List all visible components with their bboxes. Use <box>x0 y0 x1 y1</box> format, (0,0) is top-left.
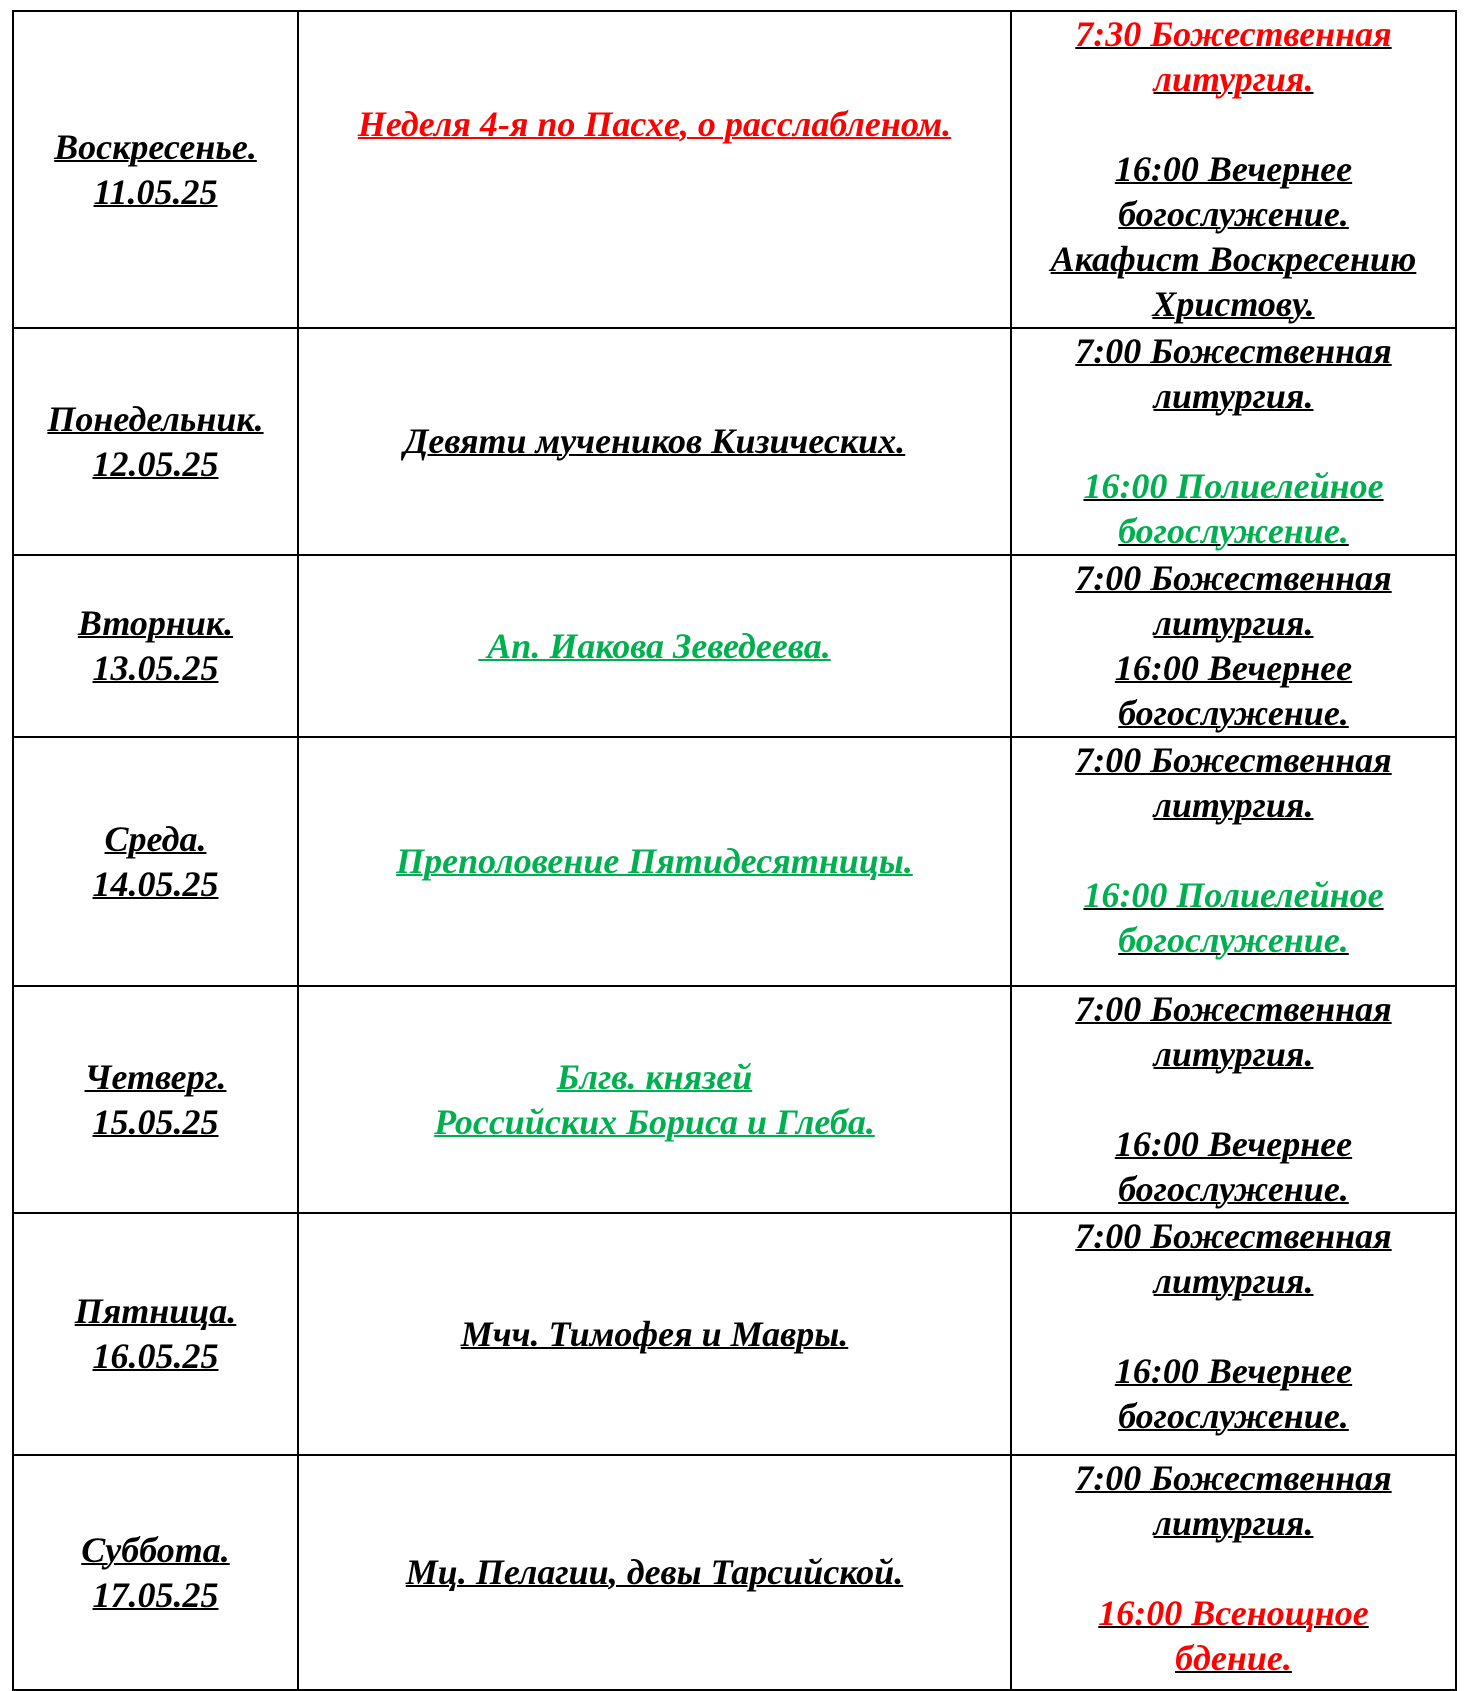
schedule-row <box>13 986 1456 1213</box>
service-line: 7:00 Божественная <box>1075 331 1392 371</box>
service-line: богослужение. <box>1118 194 1349 234</box>
feast-cell <box>298 986 1011 1213</box>
evening-service <box>1018 464 1449 554</box>
feast-title: Неделя 4-я по Пасхе, о расслабленом. <box>357 104 952 144</box>
feast-cell <box>298 11 1011 328</box>
service-line: 16:00 Вечернее <box>1114 648 1353 688</box>
day-date: 17.05.25 <box>92 1574 219 1615</box>
service-line: богослужение. <box>1118 1396 1349 1436</box>
service-cell <box>1011 328 1456 555</box>
evening-service <box>1018 147 1449 327</box>
day-cell <box>13 555 298 737</box>
service-line: литургия. <box>1153 603 1314 643</box>
schedule-table <box>12 10 1457 1691</box>
feast-cell <box>298 1213 1011 1455</box>
morning-service <box>1018 329 1449 419</box>
evening-service <box>1018 646 1449 736</box>
day-name: Пятница. <box>74 1291 237 1331</box>
schedule-row <box>13 11 1456 328</box>
morning-service <box>1018 738 1449 828</box>
service-cell <box>1011 555 1456 737</box>
day-date: 16.05.25 <box>92 1336 219 1376</box>
service-line: 16:00 Вечернее <box>1114 149 1353 189</box>
morning-service <box>1018 12 1449 102</box>
morning-service <box>1018 1456 1449 1546</box>
service-spacer <box>1018 1546 1449 1591</box>
schedule-row <box>13 328 1456 555</box>
feast-cell <box>298 328 1011 555</box>
day-date: 11.05.25 <box>93 171 218 212</box>
day-cell <box>13 1213 298 1455</box>
service-line: 16:00 Полиелейное <box>1083 875 1384 915</box>
day-cell <box>13 737 298 986</box>
day-cell <box>13 1455 298 1690</box>
day-date: 12.05.25 <box>92 443 219 484</box>
day-name: Понедельник. <box>47 398 264 439</box>
day-cell <box>13 11 298 328</box>
service-line: 16:00 Вечернее <box>1114 1124 1353 1164</box>
feast-title: Преполовение Пятидесятницы. <box>396 841 913 881</box>
service-line: богослужение. <box>1118 693 1349 733</box>
feast-title: Мчч. Тимофея и Мавры. <box>460 1313 849 1354</box>
service-line: литургия. <box>1153 1261 1314 1301</box>
service-cell <box>1011 737 1456 986</box>
service-line: 7:00 Божественная <box>1075 1458 1392 1498</box>
feast-title: Девяти мучеников Кизических. <box>403 421 906 461</box>
schedule-row <box>13 555 1456 737</box>
service-spacer <box>1018 828 1449 873</box>
evening-service <box>1018 1122 1449 1212</box>
service-line: литургия. <box>1153 376 1314 416</box>
service-line: литургия. <box>1153 1034 1314 1074</box>
service-line: 16:00 Вечернее <box>1114 1351 1353 1391</box>
service-line: литургия. <box>1153 1503 1314 1543</box>
service-line: богослужение. <box>1118 920 1349 960</box>
day-date: 13.05.25 <box>92 648 219 688</box>
service-cell <box>1011 1213 1456 1455</box>
service-line: 16:00 Всенощное <box>1098 1593 1369 1633</box>
evening-service <box>1018 873 1449 963</box>
day-date: 14.05.25 <box>92 863 219 904</box>
service-line: Христову. <box>1152 284 1315 324</box>
feast-title: Российских Бориса и Глеба. <box>434 1101 875 1142</box>
feast-title: Блгв. князей <box>556 1056 753 1097</box>
service-cell <box>1011 1455 1456 1690</box>
service-line: богослужение. <box>1118 1169 1349 1209</box>
service-cell <box>1011 986 1456 1213</box>
service-line: 7:00 Божественная <box>1075 558 1392 598</box>
service-line: литургия. <box>1153 59 1314 99</box>
schedule-body <box>13 11 1456 1690</box>
day-cell <box>13 328 298 555</box>
day-cell <box>13 986 298 1213</box>
service-line: бдение. <box>1175 1638 1292 1678</box>
day-name: Суббота. <box>81 1529 230 1570</box>
evening-service <box>1018 1591 1449 1681</box>
service-line: литургия. <box>1153 785 1314 825</box>
day-name: Вторник. <box>77 603 234 643</box>
service-line: 16:00 Полиелейное <box>1083 466 1384 506</box>
service-line: 7:00 Божественная <box>1075 1216 1392 1256</box>
schedule-row <box>13 1455 1456 1690</box>
service-line: 7:00 Божественная <box>1075 989 1392 1029</box>
feast-title: Мц. Пелагии, девы Тарсийской. <box>405 1552 904 1592</box>
morning-service <box>1018 556 1449 646</box>
service-spacer <box>1018 102 1449 147</box>
morning-service <box>1018 987 1449 1077</box>
service-spacer <box>1018 1304 1449 1349</box>
feast-title: Ап. Иакова Зеведеева. <box>478 625 831 666</box>
service-spacer <box>1018 1077 1449 1122</box>
service-line: Акафист Воскресению <box>1050 239 1417 279</box>
service-line: 7:00 Божественная <box>1075 740 1392 780</box>
day-name: Среда. <box>104 818 207 859</box>
morning-service <box>1018 1214 1449 1304</box>
day-name: Воскресенье. <box>54 126 257 167</box>
feast-cell <box>298 1455 1011 1690</box>
service-line: богослужение. <box>1118 511 1349 551</box>
feast-cell <box>298 737 1011 986</box>
feast-cell <box>298 555 1011 737</box>
day-date: 15.05.25 <box>92 1101 219 1142</box>
service-line: 7:30 Божественная <box>1075 14 1392 54</box>
evening-service <box>1018 1349 1449 1439</box>
schedule-row <box>13 737 1456 986</box>
service-spacer <box>1018 419 1449 464</box>
service-cell <box>1011 11 1456 328</box>
schedule-row <box>13 1213 1456 1455</box>
day-name: Четверг. <box>84 1056 227 1097</box>
